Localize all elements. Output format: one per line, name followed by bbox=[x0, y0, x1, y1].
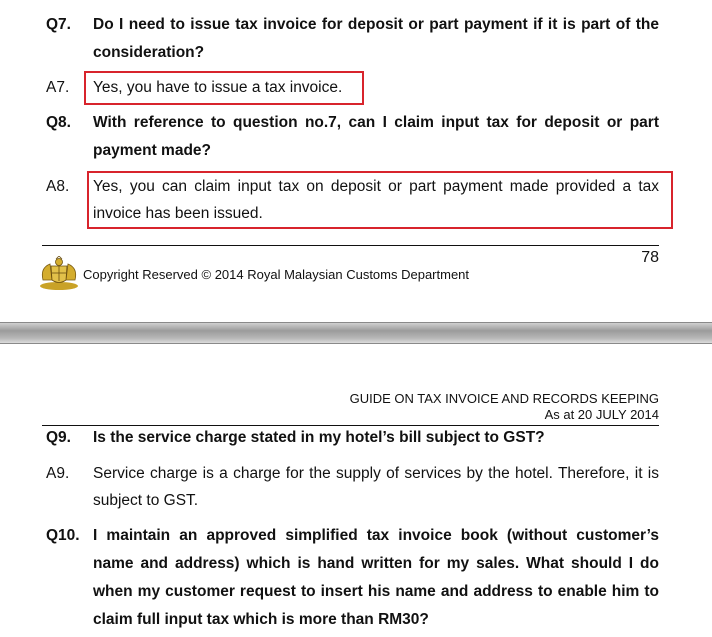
answer-9-text: Service charge is a charge for the supply of services by the hotel. Therefore, it is subject to GST. bbox=[93, 465, 659, 509]
question-8-text: With reference to question no.7, can I claim input tax for deposit or part payment made? bbox=[93, 114, 659, 159]
answer-7-number: A7. bbox=[46, 79, 70, 96]
footer-rule bbox=[42, 245, 659, 246]
page-number: 78 bbox=[641, 249, 659, 266]
question-8-number: Q8. bbox=[46, 114, 71, 131]
document-title-header: GUIDE ON TAX INVOICE AND RECORDS KEEPING bbox=[349, 391, 659, 406]
customs-crest-logo bbox=[38, 256, 80, 292]
answer-8-text: Yes, you can claim input tax on deposit or part payment made provided a tax invoice has been issued. bbox=[93, 178, 659, 222]
question-7-number: Q7. bbox=[46, 16, 71, 33]
page-break-top-edge bbox=[0, 322, 712, 323]
question-9-text: Is the service charge stated in my hotel’s bill subject to GST? bbox=[93, 429, 545, 446]
answer-8-number: A8. bbox=[46, 178, 70, 195]
copyright-notice: Copyright Reserved © 2014 Royal Malaysian Customs Department bbox=[83, 267, 470, 282]
question-7-text: Do I need to issue tax invoice for deposit or part payment if it is part of the consideration? bbox=[93, 16, 659, 61]
question-10-number: Q10. bbox=[46, 527, 80, 544]
question-9-number: Q9. bbox=[46, 429, 71, 446]
answer-7-text: Yes, you have to issue a tax invoice. bbox=[93, 79, 343, 96]
question-10-text: I maintain an approved simplified tax invoice book (without customer’s name and address) which is hand written for my sales. What should I do when my customer request to insert his name and address to enable him to claim full input tax which is more than RM30? bbox=[93, 527, 659, 628]
page-break-bottom-edge bbox=[0, 343, 712, 344]
answer-9-number: A9. bbox=[46, 465, 70, 482]
document-date-header: As at 20 JULY 2014 bbox=[544, 407, 659, 422]
page-break-gap bbox=[0, 322, 712, 344]
